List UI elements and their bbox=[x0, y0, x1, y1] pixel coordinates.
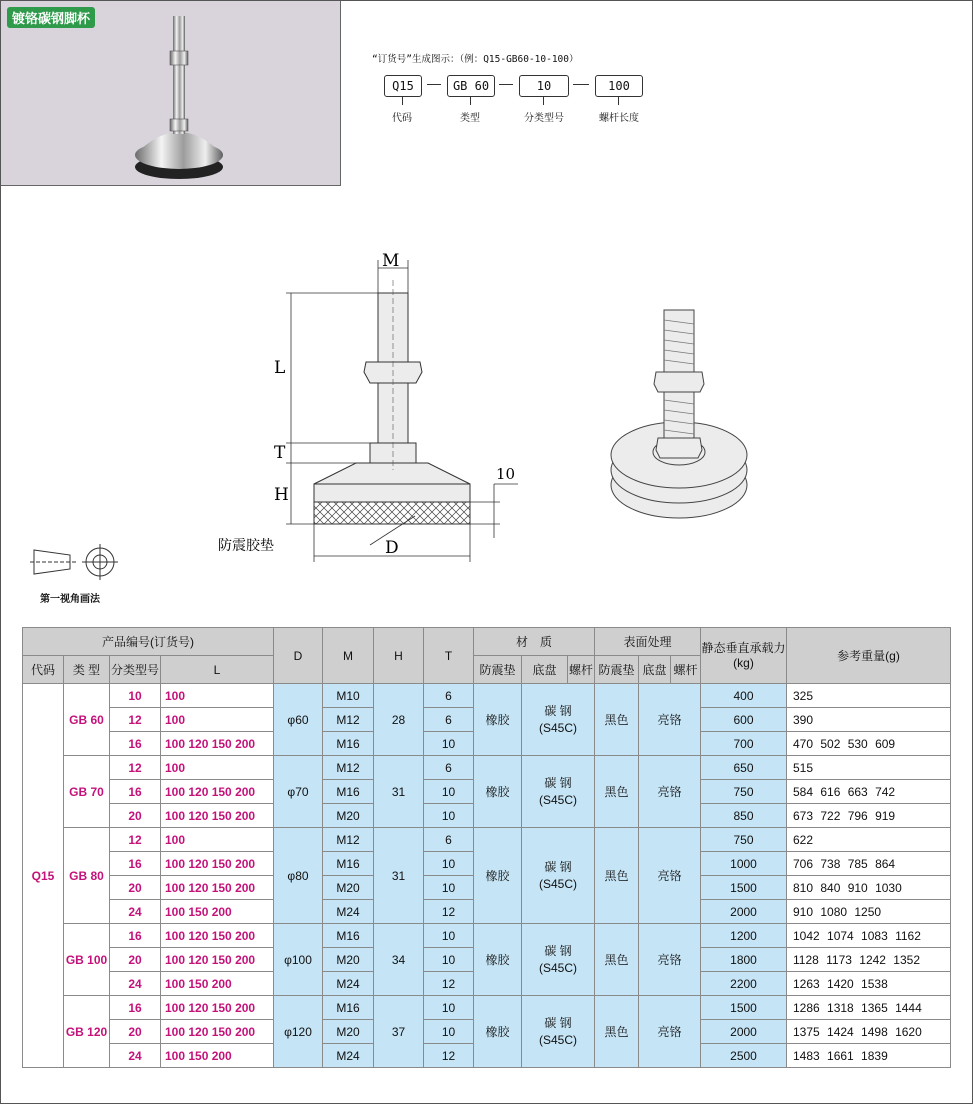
length-cell: 100 120 150 200 bbox=[161, 948, 274, 972]
caption-code: 代码 bbox=[392, 113, 412, 124]
subtype-cell: 20 bbox=[110, 948, 161, 972]
pad-surface-cell: 黑色 bbox=[595, 996, 639, 1068]
surface-chrome-cell: 亮铬 bbox=[639, 924, 701, 996]
caption-subtype: 分类型号 bbox=[524, 113, 564, 124]
t-cell: 10 bbox=[424, 804, 474, 828]
header-load: 静态垂直承载力(kg) bbox=[701, 628, 787, 684]
subtype-cell: 12 bbox=[110, 828, 161, 852]
thread-cell: M16 bbox=[323, 780, 374, 804]
pad-material-cell: 橡胶 bbox=[474, 828, 522, 924]
header-H: H bbox=[374, 628, 424, 684]
thread-cell: M20 bbox=[323, 876, 374, 900]
load-cell: 2200 bbox=[701, 972, 787, 996]
weight-cell: 1375 1424 1498 1620 bbox=[787, 1020, 951, 1044]
header-surf-pad: 防震垫 bbox=[595, 656, 639, 684]
order-tick bbox=[618, 97, 619, 105]
steel-label: 碳 钢 bbox=[544, 703, 572, 718]
t-cell: 10 bbox=[424, 732, 474, 756]
load-cell: 1200 bbox=[701, 924, 787, 948]
length-cell: 100 150 200 bbox=[161, 900, 274, 924]
load-cell: 700 bbox=[701, 732, 787, 756]
weight-cell: 810 840 910 1030 bbox=[787, 876, 951, 900]
t-cell: 10 bbox=[424, 924, 474, 948]
steel-material-cell bbox=[522, 996, 595, 1068]
steel-grade: (S45C) bbox=[538, 960, 577, 975]
t-cell: 12 bbox=[424, 1044, 474, 1068]
load-cell: 750 bbox=[701, 780, 787, 804]
length-cell: 100 bbox=[161, 828, 274, 852]
surface-chrome-cell: 亮铬 bbox=[639, 828, 701, 924]
weight-cell: 584 616 663 742 bbox=[787, 780, 951, 804]
load-cell: 1500 bbox=[701, 996, 787, 1020]
header-D: D bbox=[274, 628, 323, 684]
order-box-type: GB 60 bbox=[447, 75, 495, 97]
thread-cell: M10 bbox=[323, 684, 374, 708]
length-cell: 100 150 200 bbox=[161, 1044, 274, 1068]
thread-cell: M24 bbox=[323, 1044, 374, 1068]
subtype-cell: 16 bbox=[110, 924, 161, 948]
load-cell: 400 bbox=[701, 684, 787, 708]
header-weight: 参考重量(g) bbox=[787, 628, 951, 684]
weight-cell: 706 738 785 864 bbox=[787, 852, 951, 876]
header-subtype: 分类型号 bbox=[110, 656, 161, 684]
steel-grade: (S45C) bbox=[538, 792, 577, 807]
leveling-foot-3d-view bbox=[600, 300, 760, 530]
length-cell: 100 bbox=[161, 684, 274, 708]
thread-cell: M24 bbox=[323, 900, 374, 924]
type-cell: GB 80 bbox=[64, 828, 110, 924]
code-cell: Q15 bbox=[23, 684, 64, 1068]
pad-surface-cell: 黑色 bbox=[595, 684, 639, 756]
header-code: 代码 bbox=[23, 656, 64, 684]
load-cell: 2000 bbox=[701, 1020, 787, 1044]
subtype-cell: 10 bbox=[110, 684, 161, 708]
load-cell: 1000 bbox=[701, 852, 787, 876]
thread-cell: M16 bbox=[323, 996, 374, 1020]
subtype-cell: 12 bbox=[110, 756, 161, 780]
thread-cell: M16 bbox=[323, 732, 374, 756]
steel-material-cell bbox=[522, 828, 595, 924]
subtype-cell: 20 bbox=[110, 1020, 161, 1044]
thread-cell: M12 bbox=[323, 708, 374, 732]
thread-cell: M16 bbox=[323, 924, 374, 948]
header-surf-screw: 螺杆 bbox=[671, 656, 701, 684]
order-box-length: 100 bbox=[595, 75, 643, 97]
length-cell: 100 120 150 200 bbox=[161, 1020, 274, 1044]
length-cell: 100 bbox=[161, 756, 274, 780]
weight-cell: 910 1080 1250 bbox=[787, 900, 951, 924]
diameter-cell: φ70 bbox=[274, 756, 323, 828]
height-cell: 31 bbox=[374, 828, 424, 924]
technical-drawing bbox=[200, 240, 530, 570]
thread-cell: M16 bbox=[323, 852, 374, 876]
header-surface: 表面处理 bbox=[595, 628, 701, 656]
load-cell: 650 bbox=[701, 756, 787, 780]
table-row bbox=[23, 684, 951, 708]
pad-material-cell: 橡胶 bbox=[474, 924, 522, 996]
label-D: D bbox=[385, 538, 399, 558]
length-cell: 100 150 200 bbox=[161, 972, 274, 996]
diameter-cell: φ60 bbox=[274, 684, 323, 756]
weight-cell: 1286 1318 1365 1444 bbox=[787, 996, 951, 1020]
height-cell: 37 bbox=[374, 996, 424, 1068]
order-tick bbox=[470, 97, 471, 105]
order-box-subtype: 10 bbox=[519, 75, 569, 97]
steel-material-cell bbox=[522, 684, 595, 756]
t-cell: 12 bbox=[424, 972, 474, 996]
pad-material-cell: 橡胶 bbox=[474, 996, 522, 1068]
length-cell: 100 120 150 200 bbox=[161, 780, 274, 804]
surface-chrome-cell: 亮铬 bbox=[639, 756, 701, 828]
length-cell: 100 120 150 200 bbox=[161, 852, 274, 876]
thread-cell: M20 bbox=[323, 804, 374, 828]
surface-chrome-cell: 亮铬 bbox=[639, 996, 701, 1068]
length-cell: 100 120 150 200 bbox=[161, 804, 274, 828]
steel-label: 碳 钢 bbox=[544, 1015, 572, 1030]
height-cell: 31 bbox=[374, 756, 424, 828]
t-cell: 10 bbox=[424, 996, 474, 1020]
subtype-cell: 16 bbox=[110, 780, 161, 804]
label-H: H bbox=[274, 485, 289, 505]
load-cell: 750 bbox=[701, 828, 787, 852]
subtype-cell: 24 bbox=[110, 972, 161, 996]
type-cell: GB 60 bbox=[64, 684, 110, 756]
steel-label: 碳 钢 bbox=[544, 775, 572, 790]
t-cell: 10 bbox=[424, 852, 474, 876]
steel-grade: (S45C) bbox=[538, 876, 577, 891]
pad-surface-cell: 黑色 bbox=[595, 924, 639, 996]
table-row bbox=[23, 828, 951, 852]
t-cell: 10 bbox=[424, 1020, 474, 1044]
product-photo bbox=[1, 1, 340, 185]
weight-cell: 1128 1173 1242 1352 bbox=[787, 948, 951, 972]
t-cell: 6 bbox=[424, 756, 474, 780]
subtype-cell: 16 bbox=[110, 732, 161, 756]
steel-grade: (S45C) bbox=[538, 1032, 577, 1047]
product-photo-panel bbox=[1, 1, 341, 186]
steel-material-cell bbox=[522, 924, 595, 996]
steel-label: 碳 钢 bbox=[544, 859, 572, 874]
surface-chrome-cell: 亮铬 bbox=[639, 684, 701, 756]
diameter-cell: φ100 bbox=[274, 924, 323, 996]
t-cell: 10 bbox=[424, 876, 474, 900]
length-cell: 100 bbox=[161, 708, 274, 732]
order-example-title: “订货号”生成图示：（例：Q15-GB60-10-100） bbox=[372, 54, 579, 65]
caption-screw-length: 螺杆长度 bbox=[599, 113, 639, 124]
type-cell: GB 70 bbox=[64, 756, 110, 828]
load-cell: 1500 bbox=[701, 876, 787, 900]
length-cell: 100 120 150 200 bbox=[161, 996, 274, 1020]
header-M: M bbox=[323, 628, 374, 684]
order-dash bbox=[499, 84, 513, 85]
label-T: T bbox=[274, 443, 286, 463]
steel-grade: (S45C) bbox=[538, 720, 577, 735]
t-cell: 10 bbox=[424, 780, 474, 804]
pad-surface-cell: 黑色 bbox=[595, 828, 639, 924]
header-mat-screw: 螺杆 bbox=[568, 656, 595, 684]
steel-label: 碳 钢 bbox=[544, 943, 572, 958]
weight-cell: 1042 1074 1083 1162 bbox=[787, 924, 951, 948]
weight-cell: 470 502 530 609 bbox=[787, 732, 951, 756]
weight-cell: 325 bbox=[787, 684, 951, 708]
view-method-label: 第一视角画法 bbox=[40, 594, 100, 605]
t-cell: 6 bbox=[424, 684, 474, 708]
thread-cell: M24 bbox=[323, 972, 374, 996]
header-type: 类 型 bbox=[64, 656, 110, 684]
diameter-cell: φ80 bbox=[274, 828, 323, 924]
label-L: L bbox=[274, 358, 286, 378]
label-M: M bbox=[382, 251, 400, 271]
weight-cell: 1263 1420 1538 bbox=[787, 972, 951, 996]
thread-cell: M12 bbox=[323, 756, 374, 780]
order-tick bbox=[402, 97, 403, 105]
t-cell: 6 bbox=[424, 828, 474, 852]
subtype-cell: 16 bbox=[110, 996, 161, 1020]
header-product-no: 产品编号(订货号) bbox=[23, 628, 274, 656]
t-cell: 6 bbox=[424, 708, 474, 732]
type-cell: GB 120 bbox=[64, 996, 110, 1068]
header-T: T bbox=[424, 628, 474, 684]
header-L: L bbox=[161, 656, 274, 684]
label-pad: 防震胶垫 bbox=[218, 538, 274, 554]
spec-table bbox=[22, 627, 951, 1068]
caption-type: 类型 bbox=[460, 113, 480, 124]
length-cell: 100 120 150 200 bbox=[161, 876, 274, 900]
load-cell: 600 bbox=[701, 708, 787, 732]
order-box-code: Q15 bbox=[384, 75, 422, 97]
first-angle-projection-symbol bbox=[30, 542, 130, 582]
header-material: 材 质 bbox=[474, 628, 595, 656]
height-cell: 34 bbox=[374, 924, 424, 996]
weight-cell: 622 bbox=[787, 828, 951, 852]
subtype-cell: 24 bbox=[110, 1044, 161, 1068]
weight-cell: 515 bbox=[787, 756, 951, 780]
subtype-cell: 16 bbox=[110, 852, 161, 876]
length-cell: 100 120 150 200 bbox=[161, 924, 274, 948]
subtype-cell: 24 bbox=[110, 900, 161, 924]
table-row bbox=[23, 756, 951, 780]
weight-cell: 390 bbox=[787, 708, 951, 732]
steel-material-cell bbox=[522, 756, 595, 828]
table-row bbox=[23, 996, 951, 1020]
type-cell: GB 100 bbox=[64, 924, 110, 996]
diameter-cell: φ120 bbox=[274, 996, 323, 1068]
weight-cell: 1483 1661 1839 bbox=[787, 1044, 951, 1068]
order-tick bbox=[543, 97, 544, 105]
load-cell: 850 bbox=[701, 804, 787, 828]
order-dash bbox=[427, 84, 441, 85]
product-tag: 镀铬碳钢脚杯 bbox=[7, 7, 95, 28]
header-mat-base: 底盘 bbox=[522, 656, 568, 684]
pad-surface-cell: 黑色 bbox=[595, 756, 639, 828]
header-surf-base: 底盘 bbox=[639, 656, 671, 684]
header-mat-pad: 防震垫 bbox=[474, 656, 522, 684]
load-cell: 1800 bbox=[701, 948, 787, 972]
t-cell: 10 bbox=[424, 948, 474, 972]
thread-cell: M20 bbox=[323, 948, 374, 972]
height-cell: 28 bbox=[374, 684, 424, 756]
load-cell: 2000 bbox=[701, 900, 787, 924]
order-dash bbox=[573, 84, 589, 85]
pad-material-cell: 橡胶 bbox=[474, 756, 522, 828]
t-cell: 12 bbox=[424, 900, 474, 924]
thread-cell: M12 bbox=[323, 828, 374, 852]
pad-material-cell: 橡胶 bbox=[474, 684, 522, 756]
weight-cell: 673 722 796 919 bbox=[787, 804, 951, 828]
subtype-cell: 20 bbox=[110, 804, 161, 828]
thread-cell: M20 bbox=[323, 1020, 374, 1044]
subtype-cell: 20 bbox=[110, 876, 161, 900]
label-pad-thickness: 10 bbox=[496, 465, 516, 483]
load-cell: 2500 bbox=[701, 1044, 787, 1068]
length-cell: 100 120 150 200 bbox=[161, 732, 274, 756]
table-row bbox=[23, 924, 951, 948]
subtype-cell: 12 bbox=[110, 708, 161, 732]
